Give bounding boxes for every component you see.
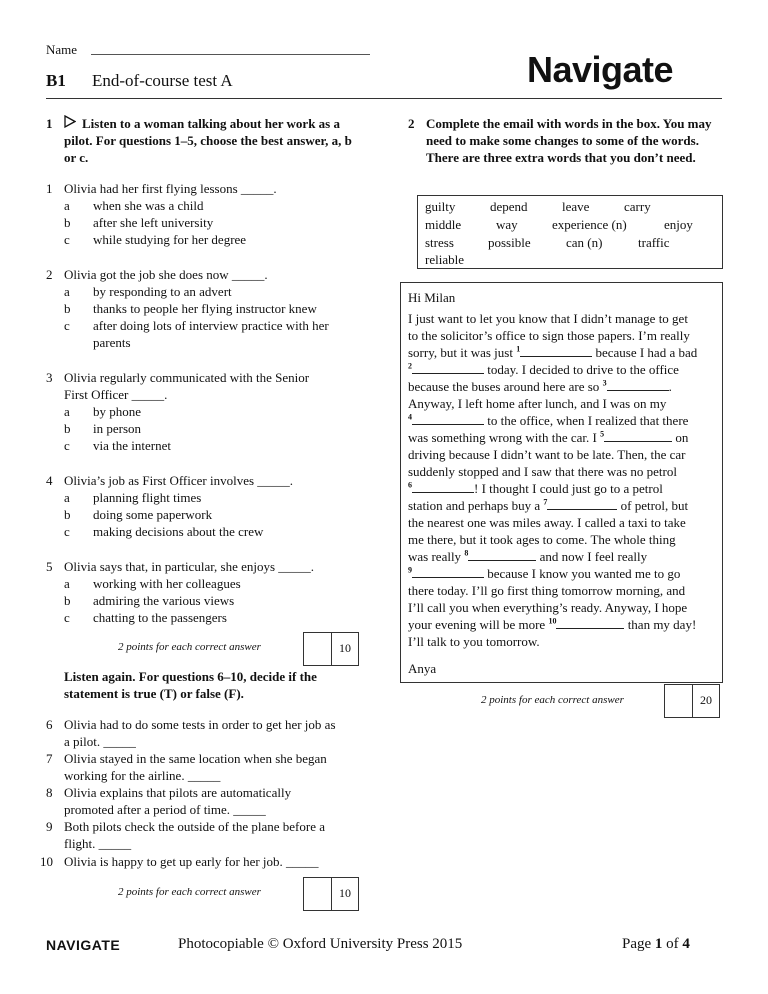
word-stress: stress bbox=[425, 235, 454, 250]
section2-instruction: Complete the email with words in the box. You may need to make some changes to some of the words. There are three extra words that you don’t need. bbox=[426, 116, 712, 165]
email-text: today. I decided to drive to the office bbox=[487, 362, 679, 377]
page-indicator: Page 1 of 4 bbox=[622, 936, 690, 952]
gap-9[interactable] bbox=[412, 565, 484, 578]
score-box-1[interactable] bbox=[303, 632, 359, 666]
q1-option-b[interactable]: after she left university bbox=[93, 215, 214, 230]
email-line-19: your evening will be more $^{10}$ than my day! bbox=[408, 616, 697, 632]
q5-option-c[interactable]: chatting to the passengers bbox=[93, 610, 227, 625]
email-line-18: I’ll call you when everything’s ready. Anyway, I hope bbox=[408, 600, 688, 615]
page-number: 1 bbox=[654, 936, 663, 952]
email-text: because I had a bad bbox=[595, 345, 698, 360]
gap-4[interactable] bbox=[412, 412, 484, 425]
q4-option-b[interactable]: doing some paperwork bbox=[93, 507, 213, 522]
email-text: ! I thought I could just go to a petrol bbox=[474, 481, 663, 496]
q5-number: 5 bbox=[46, 559, 53, 574]
header-divider bbox=[46, 98, 722, 99]
section2-number: 2 bbox=[408, 116, 415, 131]
tf8-line2[interactable]: promoted after a period of time. _____ bbox=[64, 802, 266, 817]
score-total-2: 10 bbox=[339, 886, 351, 900]
email-line-9: driving because I didn’t want to be late. Then, the car bbox=[408, 447, 686, 462]
email-line-1: I just want to let you know that I didn’t manage to get bbox=[408, 311, 688, 326]
gap-7[interactable] bbox=[547, 497, 617, 510]
tf10-line1[interactable]: Olivia is happy to get up early for her job. _____ bbox=[64, 854, 319, 869]
tf7-number: 7 bbox=[46, 751, 53, 766]
tf6-number: 6 bbox=[46, 717, 53, 732]
tf6-line1: Olivia had to do some tests in order to get her job as bbox=[64, 717, 336, 732]
email-text: on bbox=[675, 430, 689, 445]
email-line-7: $^4$ to the office, when I realized that there bbox=[408, 412, 689, 428]
footer-brand: NAVIGATE bbox=[46, 937, 121, 953]
email-text: than my day! bbox=[627, 617, 697, 632]
q4-option-a[interactable]: planning flight times bbox=[93, 490, 202, 505]
tf7-line1: Olivia stayed in the same location when she began bbox=[64, 751, 327, 766]
score-box-2[interactable] bbox=[303, 877, 359, 911]
q2-text: Olivia got the job she does now _____. bbox=[64, 267, 268, 282]
email-line-4: $^2$ today. I decided to drive to the office bbox=[408, 361, 679, 377]
email-line-13: the nearest one was miles away. I called a taxi to take bbox=[408, 515, 686, 530]
page-total: 4 bbox=[682, 936, 690, 952]
q2-option-b[interactable]: thanks to people her flying instructor knew bbox=[93, 301, 317, 316]
word-traffic: traffic bbox=[638, 235, 670, 250]
email-line-8: was something wrong with the car. I $^5$ on bbox=[408, 429, 689, 445]
email-text: because the buses around here are so bbox=[408, 379, 600, 394]
score-note-3: 2 points for each correct answer bbox=[481, 694, 624, 706]
q4-option-c[interactable]: making decisions about the crew bbox=[93, 524, 264, 539]
q4-text: Olivia’s job as First Officer involves _____. bbox=[64, 473, 294, 488]
test-title: End-of-course test A bbox=[92, 71, 233, 90]
score-note-1: 2 points for each correct answer bbox=[118, 641, 261, 653]
q3-text-line1: Olivia regularly communicated with the Senior bbox=[64, 370, 310, 385]
score-box-3[interactable] bbox=[664, 684, 720, 718]
q2-option-c[interactable]: after doing lots of interview practice with her parents bbox=[93, 318, 329, 350]
email-signature: Anya bbox=[408, 661, 437, 676]
email-line-15: was really $^8$ and now I feel really bbox=[408, 548, 648, 564]
q2-number: 2 bbox=[46, 267, 53, 282]
email-text: was something wrong with the car. I bbox=[408, 430, 597, 445]
q3-number: 3 bbox=[46, 370, 53, 385]
word-can: can (n) bbox=[566, 235, 603, 250]
gap-2[interactable] bbox=[412, 361, 484, 374]
tf7-line2[interactable]: working for the airline. _____ bbox=[64, 768, 221, 783]
gap-5[interactable] bbox=[604, 429, 672, 442]
email-text: your evening will be more bbox=[408, 617, 546, 632]
email-text: sorry, but it was just bbox=[408, 345, 513, 360]
q1-number: 1 bbox=[46, 181, 53, 196]
email-text: and now I feel really bbox=[539, 549, 648, 564]
q3-text-line2: First Officer _____. bbox=[64, 387, 168, 402]
q1-option-c[interactable]: while studying for her degree bbox=[93, 232, 247, 247]
gap-10[interactable] bbox=[556, 616, 624, 629]
word-enjoy: enjoy bbox=[664, 217, 693, 232]
q3-option-b[interactable]: in person bbox=[93, 421, 142, 436]
gap-1[interactable] bbox=[520, 344, 592, 357]
email-line-17: there today. I’ll go first thing tomorrow morning, and bbox=[408, 583, 686, 598]
gap-8[interactable] bbox=[468, 548, 536, 561]
email-text: of petrol, but bbox=[620, 498, 689, 513]
email-line-11: $^6$ ! I thought I could just go to a petrol bbox=[408, 480, 663, 496]
q5-option-a[interactable]: working with her colleagues bbox=[93, 576, 241, 591]
score-total-3: 20 bbox=[700, 693, 712, 707]
email-line-3: sorry, but it was just $^1$ because I had a bad bbox=[408, 344, 698, 360]
tf8-line1: Olivia explains that pilots are automatically bbox=[64, 785, 292, 800]
tf9-line1: Both pilots check the outside of the plane before a bbox=[64, 819, 326, 834]
email-greeting: Hi Milan bbox=[408, 290, 456, 305]
word-leave: leave bbox=[562, 199, 590, 214]
section1-instruction: Listen to a woman talking about her work as a pilot. For questions 1–5, choose the best answer, a, b or c. bbox=[64, 116, 352, 165]
word-reliable: reliable bbox=[425, 252, 464, 267]
section1-number: 1 bbox=[46, 116, 53, 131]
email-text: to the office, when I realized that there bbox=[487, 413, 689, 428]
name-line[interactable] bbox=[91, 54, 370, 55]
word-middle: middle bbox=[425, 217, 462, 232]
email-text: was really bbox=[408, 549, 462, 564]
footer-copyright: Photocopiable © Oxford University Press 2015 bbox=[178, 936, 463, 952]
gap-6[interactable] bbox=[412, 480, 474, 493]
email-line-10: suddenly stopped and I saw that there was no petrol bbox=[408, 464, 677, 479]
word-possible: possible bbox=[488, 235, 531, 250]
q4-number: 4 bbox=[46, 473, 53, 488]
score-total-1: 10 bbox=[339, 641, 351, 655]
q1-text: Olivia had her first flying lessons _____. bbox=[64, 181, 277, 196]
email-line-6: Anyway, I left home after lunch, and I was on my bbox=[408, 396, 667, 411]
tf8-number: 8 bbox=[46, 785, 53, 800]
email-line-12: station and perhaps buy a $^7$ of petrol, but bbox=[408, 497, 689, 513]
tf9-line2[interactable]: flight. _____ bbox=[64, 836, 132, 851]
word-guilty: guilty bbox=[425, 199, 456, 214]
tf10-number: 10 bbox=[40, 854, 53, 869]
q2-option-a[interactable]: by responding to an advert bbox=[93, 284, 232, 299]
email-line-2: to the solicitor’s office to sign those papers. I’m really bbox=[408, 328, 690, 343]
email-text: station and perhaps buy a bbox=[408, 498, 541, 513]
word-depend: depend bbox=[490, 199, 528, 214]
email-line-14: me there, but it took ages to come. The whole thing bbox=[408, 532, 676, 547]
name-label: Name bbox=[46, 42, 78, 57]
level-label: B1 bbox=[46, 71, 66, 90]
email-text: because I know you wanted me to go bbox=[487, 566, 681, 581]
q3-option-a[interactable]: by phone bbox=[93, 404, 142, 419]
word-experience: experience (n) bbox=[552, 217, 627, 232]
score-note-2: 2 points for each correct answer bbox=[118, 886, 261, 898]
word-way: way bbox=[496, 217, 518, 232]
gap-3[interactable] bbox=[607, 378, 669, 391]
email-line-20: I’ll talk to you tomorrow. bbox=[408, 634, 540, 649]
q5-text: Olivia says that, in particular, she enjoys _____. bbox=[64, 559, 315, 574]
email-line-16: $^9$ because I know you wanted me to go bbox=[408, 565, 681, 581]
q5-option-b[interactable]: admiring the various views bbox=[93, 593, 235, 608]
word-carry: carry bbox=[624, 199, 651, 214]
q3-option-c[interactable]: via the internet bbox=[93, 438, 171, 453]
part2-instruction: Listen again. For questions 6–10, decide if the statement is true (T) or false (F). bbox=[64, 669, 317, 701]
q1-option-a[interactable]: when she was a child bbox=[93, 198, 204, 213]
email-line-5: because the buses around here are so $^3$ . bbox=[408, 378, 672, 394]
tf9-number: 9 bbox=[46, 819, 53, 834]
tf6-line2[interactable]: a pilot. _____ bbox=[64, 734, 136, 749]
navigate-logo: Navigate bbox=[527, 49, 674, 90]
